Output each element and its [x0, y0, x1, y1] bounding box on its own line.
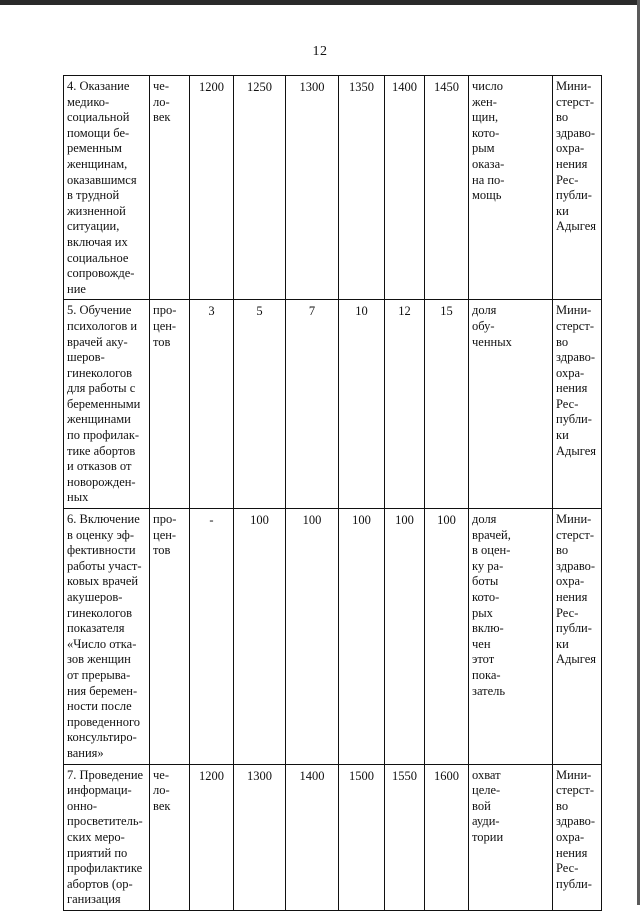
table-row — [64, 764, 602, 910]
unit-cell: че- ло- век — [150, 764, 190, 910]
value-cell: 1400 — [385, 76, 425, 300]
responsible-cell: Мини- стерст- во здраво- охра- нения Рес- публи- ки Адыгея — [553, 300, 602, 509]
value-cell: 1300 — [286, 76, 339, 300]
value-cell: 15 — [425, 300, 469, 509]
activity-name: 5. Обучение психологов и врачей аку- шеров- гинекологов для работы с беременными женщинами по профилак- тике абортов и отказов от новорожден- ных — [64, 300, 150, 509]
table-row — [64, 76, 602, 300]
value-cell: 7 — [286, 300, 339, 509]
value-cell: 3 — [190, 300, 234, 509]
value-cell: 100 — [385, 509, 425, 765]
indicator-cell: доля врачей, в оцен- ку ра- боты кото- рых вклю- чен этот пока- затель — [469, 509, 553, 765]
responsible-cell: Мини- стерст- во здраво- охра- нения Рес- публи- — [553, 764, 602, 910]
value-cell: 1350 — [339, 76, 385, 300]
value-cell: 100 — [286, 509, 339, 765]
activity-name: 4. Оказание медико- социальной помощи бе- ременным женщинам, оказавшимся в трудной жизненной ситуации, включая их социальное сопровожде- ние — [64, 76, 150, 300]
unit-cell: че- ло- век — [150, 76, 190, 300]
responsible-cell: Мини- стерст- во здраво- охра- нения Рес- публи- ки Адыгея — [553, 76, 602, 300]
value-cell: 5 — [234, 300, 286, 509]
value-cell: 1450 — [425, 76, 469, 300]
page-number: 12 — [312, 44, 328, 59]
value-cell: 1400 — [286, 764, 339, 910]
value-cell: 1300 — [234, 764, 286, 910]
activity-name: 7. Проведение информаци- онно- просветитель- ских меро- приятий по профилактике абортов (ор- ганизация — [64, 764, 150, 910]
value-cell: 1200 — [190, 764, 234, 910]
value-cell: 1250 — [234, 76, 286, 300]
indicator-cell: число жен- щин, кото- рым оказа- на по- мощь — [469, 76, 553, 300]
table-row — [64, 300, 602, 509]
value-cell: 100 — [425, 509, 469, 765]
activity-name: 6. Включение в оценку эф- фективности работы участ- ковых врачей акушеров- гинекологов показателя «Число отка- зов женщин от прерыва- ния беремен- ности после проведенного консультиро- вания» — [64, 509, 150, 765]
value-cell: 10 — [339, 300, 385, 509]
program-table — [63, 75, 602, 911]
indicator-cell: доля обу- ченных — [469, 300, 553, 509]
value-cell: 100 — [234, 509, 286, 765]
indicator-cell: охват целе- вой ауди- тории — [469, 764, 553, 910]
value-cell: 12 — [385, 300, 425, 509]
scan-edge-top — [0, 0, 640, 5]
table-row — [64, 509, 602, 765]
value-cell: 1200 — [190, 76, 234, 300]
responsible-cell: Мини- стерст- во здраво- охра- нения Рес- публи- ки Адыгея — [553, 509, 602, 765]
value-cell: 100 — [339, 509, 385, 765]
unit-cell: про- цен- тов — [150, 300, 190, 509]
unit-cell: про- цен- тов — [150, 509, 190, 765]
value-cell: 1550 — [385, 764, 425, 910]
value-cell: - — [190, 509, 234, 765]
value-cell: 1600 — [425, 764, 469, 910]
value-cell: 1500 — [339, 764, 385, 910]
